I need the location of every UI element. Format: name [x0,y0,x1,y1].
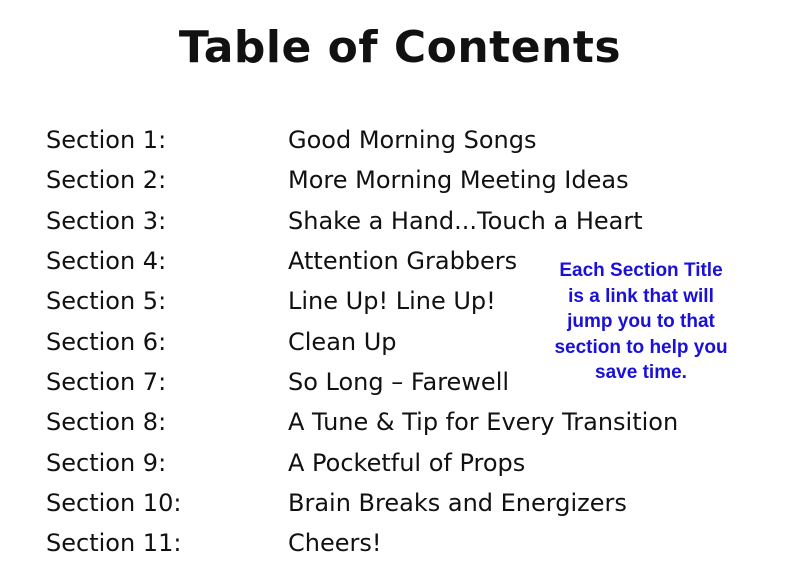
section-link-more-morning-meeting-ideas[interactable]: More Morning Meeting Ideas [288,166,629,195]
section-label: Section 1: [46,126,167,155]
section-label: Section 7: [46,367,167,396]
section-link-good-morning-songs[interactable]: Good Morning Songs [288,126,537,155]
toc-row-9 [46,442,686,482]
section-label: Section 5: [46,287,167,316]
section-link-shake-a-hand[interactable]: Shake a Hand...Touch a Heart [288,206,643,235]
section-label: Section 2: [46,166,167,195]
note-line: save time. [595,362,687,383]
section-label: Section 10: [46,488,182,517]
section-link-line-up[interactable]: Line Up! Line Up! [288,287,496,316]
toc-row-2 [46,160,686,200]
section-link-cheers[interactable]: Cheers! [288,529,382,558]
page-title: Table of Contents [178,22,622,73]
section-link-brain-breaks[interactable]: Brain Breaks and Energizers [288,488,627,517]
toc-row-3 [46,201,686,241]
section-link-tune-and-tip[interactable]: A Tune & Tip for Every Transition [288,408,679,437]
toc-row-8 [46,402,686,442]
section-label: Section 11: [46,529,182,558]
section-label: Section 3: [46,206,167,235]
note-line: is a link that will [568,285,714,307]
note-line: Each Section Title [559,260,723,281]
toc-row-10 [46,483,686,523]
section-label: Section 6: [46,327,167,356]
section-link-clean-up[interactable]: Clean Up [288,327,397,356]
section-label: Section 9: [46,448,167,477]
section-link-so-long-farewell[interactable]: So Long – Farewell [288,367,510,396]
section-link-pocketful-of-props[interactable]: A Pocketful of Props [288,448,526,477]
toc-row-1 [46,120,686,160]
note-line: jump you to that [567,311,715,332]
section-label: Section 4: [46,247,167,276]
toc-row-11 [46,523,686,563]
note-line: section to help you [554,336,728,358]
section-label: Section 8: [46,408,167,437]
section-link-attention-grabbers[interactable]: Attention Grabbers [288,247,518,276]
link-hint-note [532,258,750,386]
